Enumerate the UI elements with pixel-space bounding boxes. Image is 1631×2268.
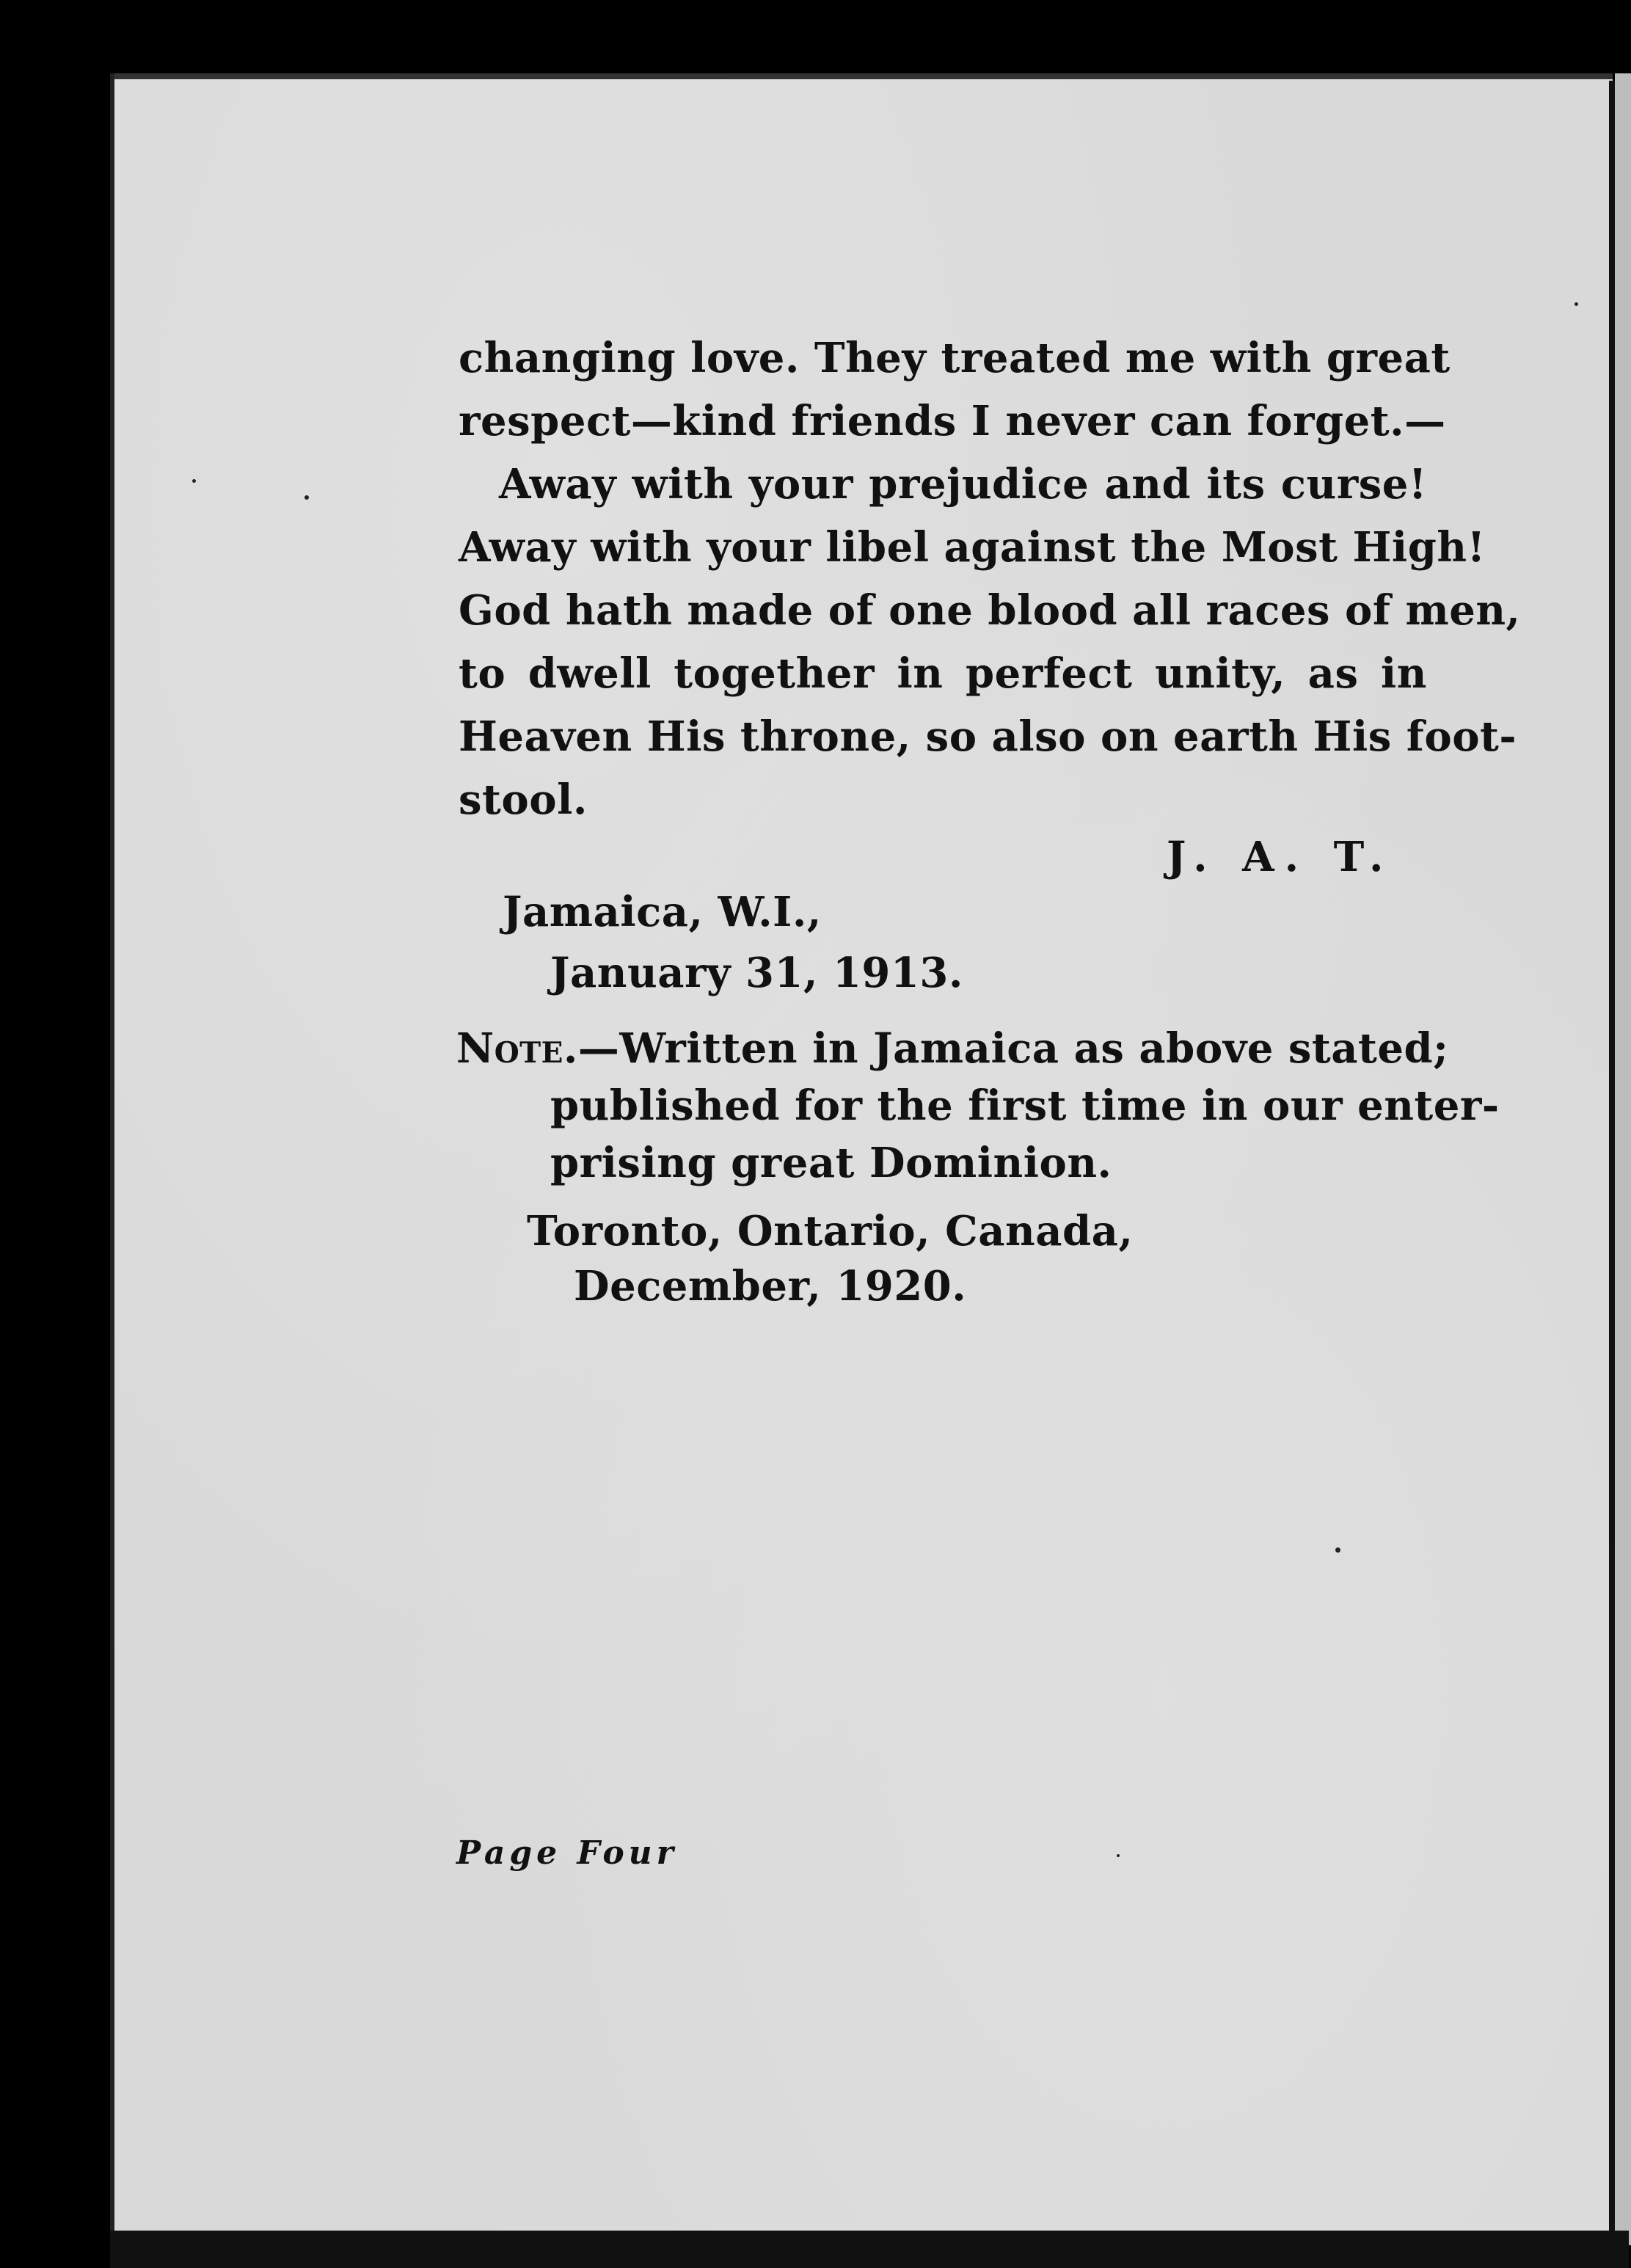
note-label: Note. <box>456 1024 578 1073</box>
scan-speck <box>192 479 196 483</box>
dateline-date: December, 1920. <box>574 1262 967 1310</box>
note-text: —Written in Jamaica as above stated; <box>577 1024 1449 1073</box>
body-line: God hath made of one blood all races of men, <box>459 586 1521 635</box>
body-line: stool. <box>459 776 588 824</box>
body-line: respect—kind friends I never can forget.— <box>459 397 1446 445</box>
body-line: Heaven His throne, so also on earth His foot- <box>459 712 1517 761</box>
dateline-place: Toronto, Ontario, Canada, <box>527 1207 1134 1255</box>
scan-speck <box>1575 302 1578 306</box>
dateline-place: Jamaica, W.I., <box>503 888 822 936</box>
page-edge-divider <box>1609 81 1615 2238</box>
body-line: Away with your libel against the Most High! <box>459 523 1486 572</box>
note-line: prising great Dominion. <box>550 1139 1112 1187</box>
body-line: Away with your prejudice and its curse! <box>499 460 1427 508</box>
author-initials: J. A. T. <box>1167 833 1394 881</box>
body-line: to dwell together in perfect unity, as in <box>459 649 1427 698</box>
note-line: published for the first time in our enter- <box>550 1082 1500 1130</box>
dateline-date: January 31, 1913. <box>550 949 963 997</box>
scan-speck <box>1335 1547 1340 1553</box>
scan-speck <box>1117 1854 1120 1857</box>
adjacent-page-edge <box>1615 73 1631 2245</box>
scan-bottom-border <box>110 2231 1629 2268</box>
body-line: changing love. They treated me with great <box>459 334 1451 382</box>
scan-speck <box>304 495 309 500</box>
note-line <box>456 1017 1448 1080</box>
page-number-label: Page Four <box>456 1834 678 1872</box>
